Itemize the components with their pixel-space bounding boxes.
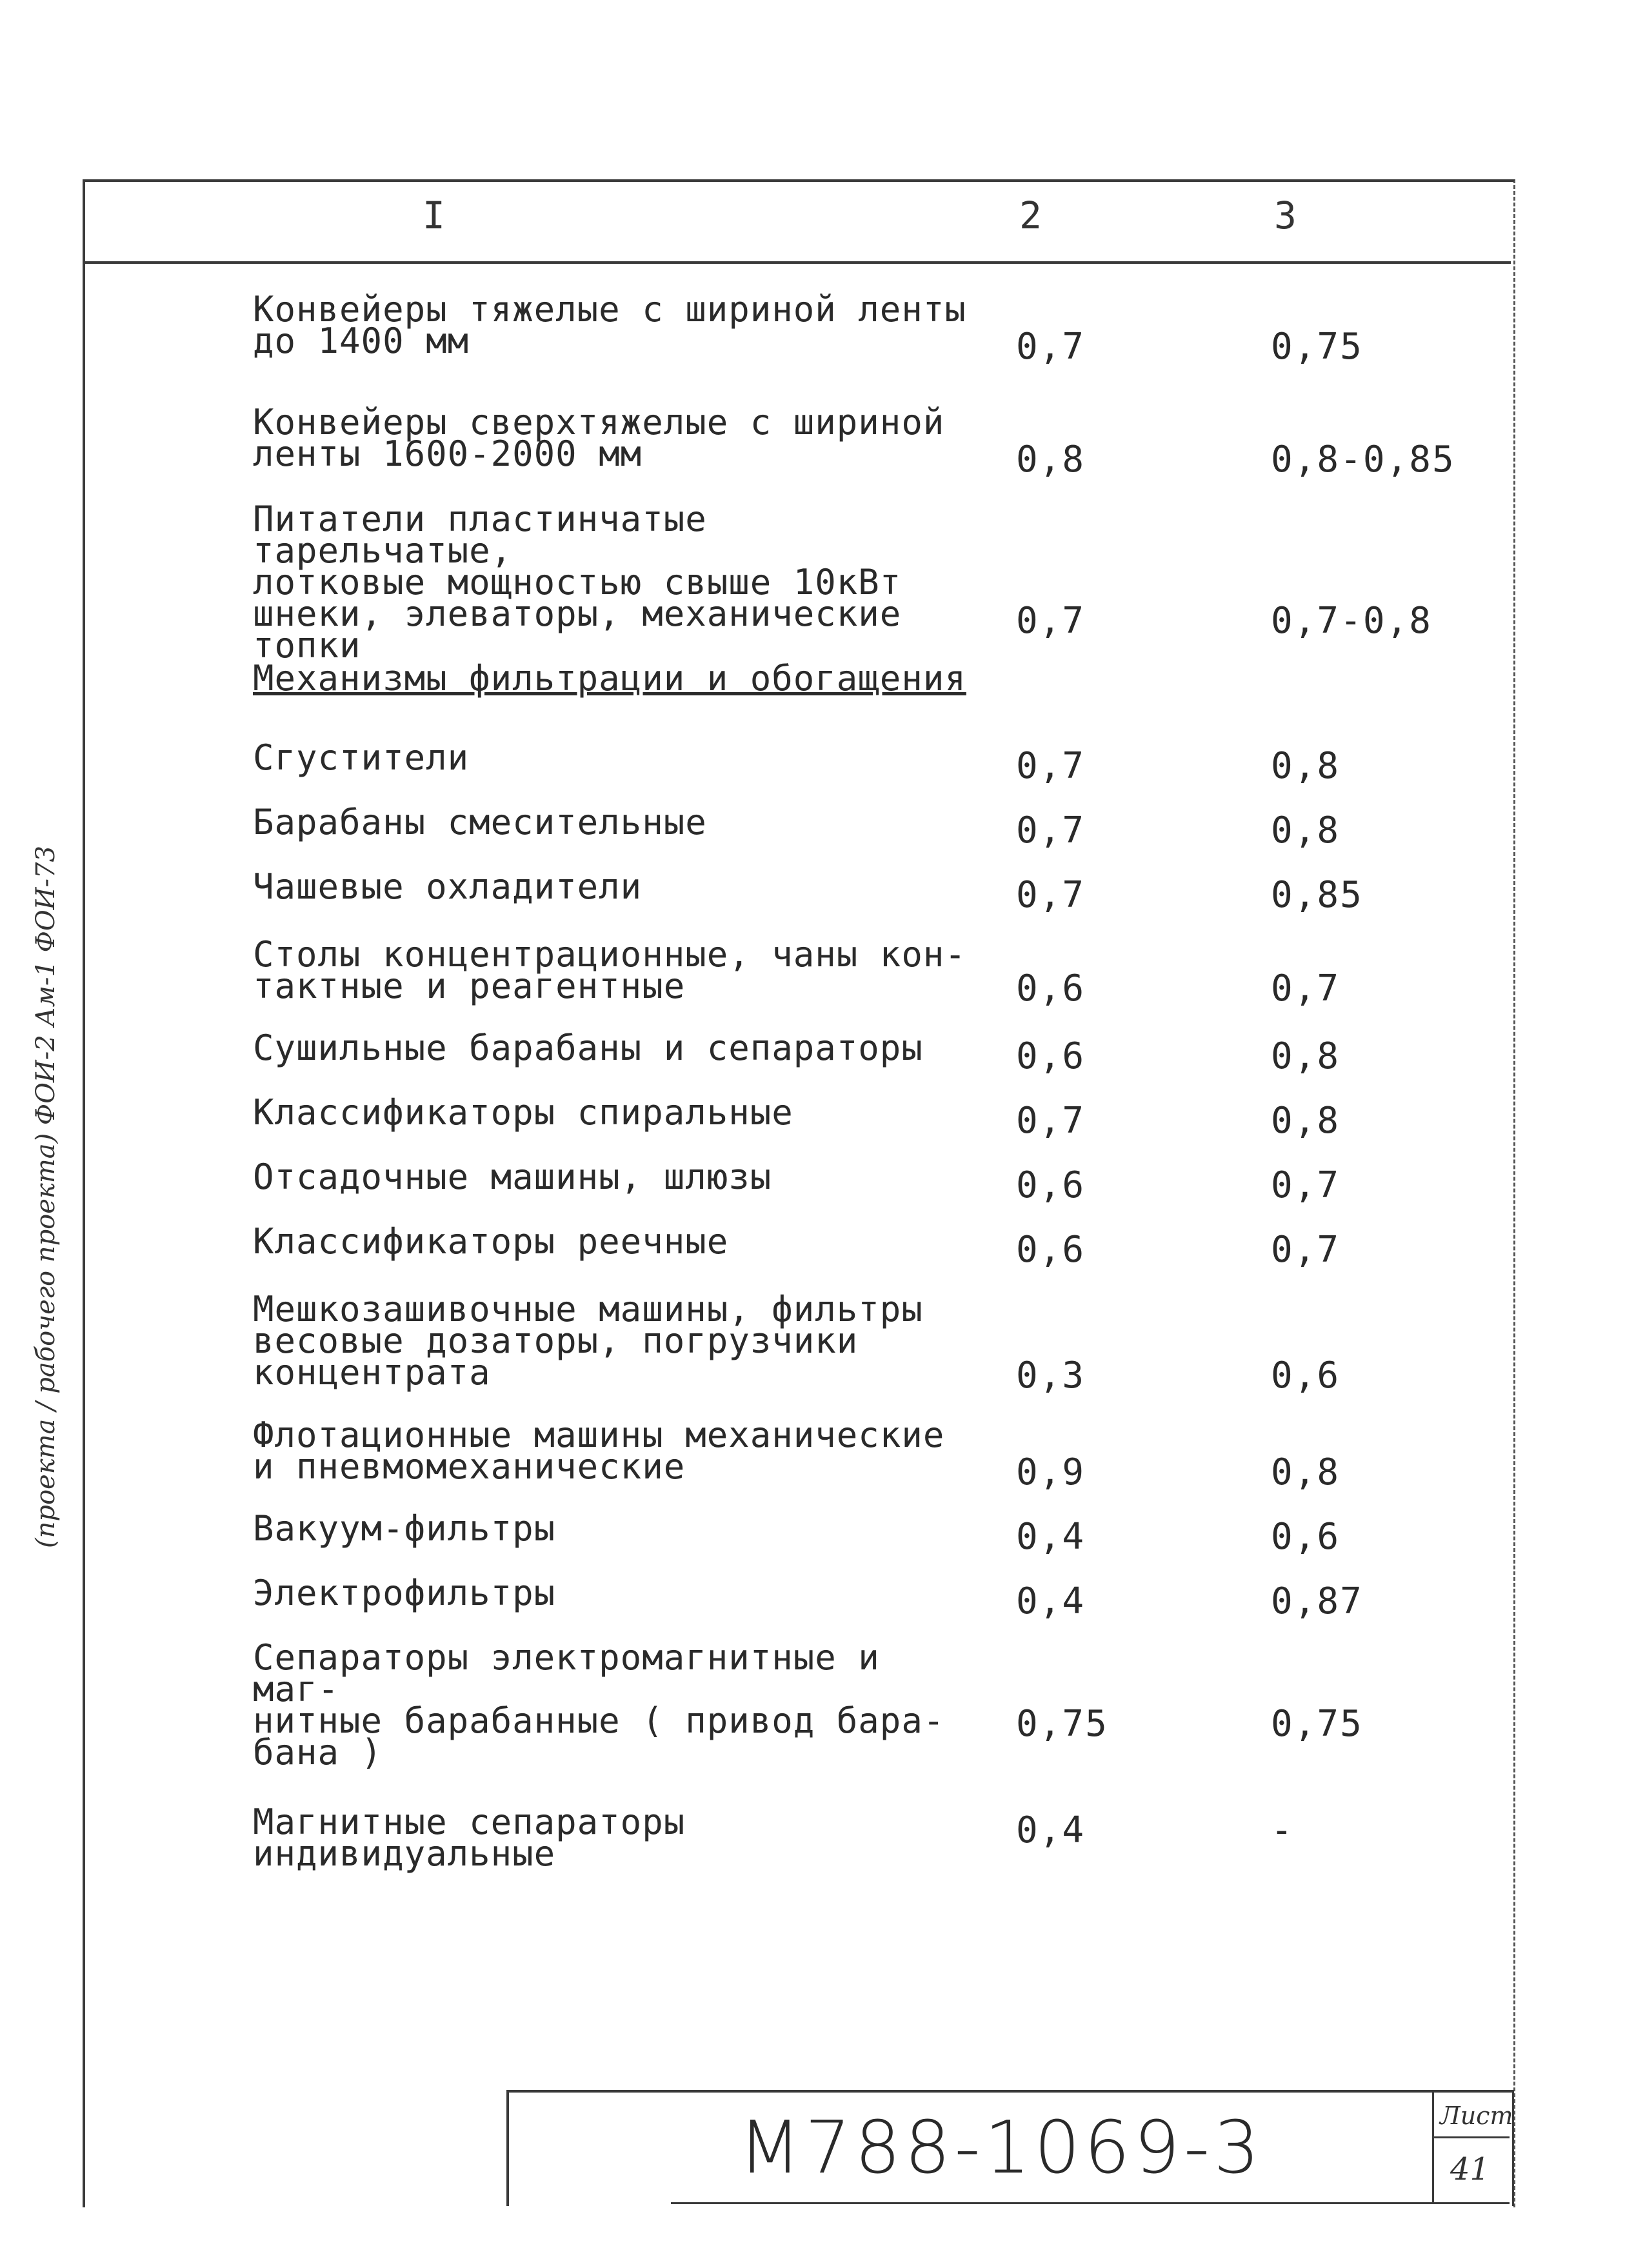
row-value-col3: 0,87	[1271, 1580, 1363, 1622]
sheet-number: 41	[1450, 2151, 1490, 2187]
row-value-col3: 0,6	[1271, 1355, 1341, 1397]
header-divider	[83, 261, 1511, 264]
row-value-col3: 0,8	[1271, 1451, 1341, 1493]
row-name: Электрофильтры	[253, 1573, 556, 1613]
row-value-col2: 0,7	[1016, 1100, 1086, 1142]
row-name: Магнитные сепараторы индивидуальные	[253, 1802, 686, 1874]
row-value-col2: 0,4	[1016, 1516, 1086, 1558]
row-name: Отсадочные машины, шлюзы	[253, 1157, 772, 1197]
row-value-col3: 0,8	[1271, 810, 1341, 851]
row-value-col3: 0,75	[1271, 1703, 1363, 1745]
column-header-3: 3	[1274, 194, 1297, 237]
row-value-col3: 0,75	[1271, 326, 1363, 368]
row-name: Сгустители	[253, 737, 470, 778]
column-header-1: I	[423, 194, 445, 237]
row-value-col3: 0,85	[1271, 874, 1363, 916]
row-value-col3: 0,7-0,8	[1271, 600, 1433, 642]
row-value-col2: 0,6	[1016, 1035, 1086, 1077]
row-value-col3: -	[1271, 1809, 1294, 1851]
row-value-col2: 0,7	[1016, 600, 1086, 642]
row-name: Вакуум-фильтры	[253, 1508, 556, 1549]
row-name: Мешкозашивочные машины, фильтры весовые дозаторы, погрузчики концентрата	[253, 1289, 923, 1393]
row-name: Сепараторы электромагнитные и маг- нитные барабанные ( привод бара- бана )	[253, 1637, 945, 1773]
row-name: Конвейеры тяжелые с шириной ленты до 1400 мм	[253, 289, 966, 361]
column-header-2: 2	[1019, 194, 1042, 237]
side-stamp-text: (проекта / рабочего проекта) ФОИ-2 Ам-1 ФОИ-73	[31, 846, 61, 1548]
row-value-col3: 0,8	[1271, 745, 1341, 787]
sheet-divider	[1432, 2136, 1510, 2138]
row-name: Сушильные барабаны и сепараторы	[253, 1028, 923, 1068]
row-name: Питатели пластинчатые тарельчатые, лотковые мощностью свыше 10кВт шнеки, элеваторы, механические топки	[253, 499, 902, 666]
row-value-col3: 0,8-0,85	[1271, 439, 1455, 481]
row-value-col2: 0,6	[1016, 1229, 1086, 1271]
document-code: М788-1069-3	[739, 2106, 1264, 2190]
row-value-col3: 0,7	[1271, 1229, 1341, 1271]
row-value-col3: 0,7	[1271, 968, 1341, 1010]
row-value-col3: 0,6	[1271, 1516, 1341, 1558]
row-value-col2: 0,6	[1016, 1164, 1086, 1206]
row-value-col2: 0,4	[1016, 1580, 1086, 1622]
section-title: Механизмы фильтрации и обогащения	[253, 658, 966, 699]
row-name: Классификаторы реечные	[253, 1221, 729, 1262]
row-value-col3: 0,8	[1271, 1100, 1341, 1142]
row-name: Флотационные машины механические и пневмомеханические	[253, 1415, 945, 1487]
row-value-col2: 0,75	[1016, 1703, 1108, 1745]
sheet-label: Лист	[1440, 2102, 1513, 2130]
row-name: Барабаны смесительные	[253, 802, 707, 842]
row-name: Столы концентрационные, чаны кон- тактные и реагентные	[253, 934, 966, 1006]
row-value-col2: 0,4	[1016, 1809, 1086, 1851]
bottom-rule	[671, 2202, 1510, 2204]
row-name: Классификаторы спиральные	[253, 1092, 793, 1133]
row-value-col2: 0,7	[1016, 745, 1086, 787]
row-value-col2: 0,7	[1016, 326, 1086, 368]
row-name: Конвейеры сверхтяжелые с шириной ленты 1600-2000 мм	[253, 402, 945, 474]
row-value-col2: 0,3	[1016, 1355, 1086, 1397]
row-value-col2: 0,6	[1016, 968, 1086, 1010]
row-value-col3: 0,8	[1271, 1035, 1341, 1077]
row-name: Чашевые охладители	[253, 866, 643, 907]
row-value-col2: 0,9	[1016, 1451, 1086, 1493]
row-value-col2: 0,7	[1016, 874, 1086, 916]
row-value-col2: 0,8	[1016, 439, 1086, 481]
side-stamp	[32, 413, 84, 1548]
row-value-col2: 0,7	[1016, 810, 1086, 851]
row-value-col3: 0,7	[1271, 1164, 1341, 1206]
